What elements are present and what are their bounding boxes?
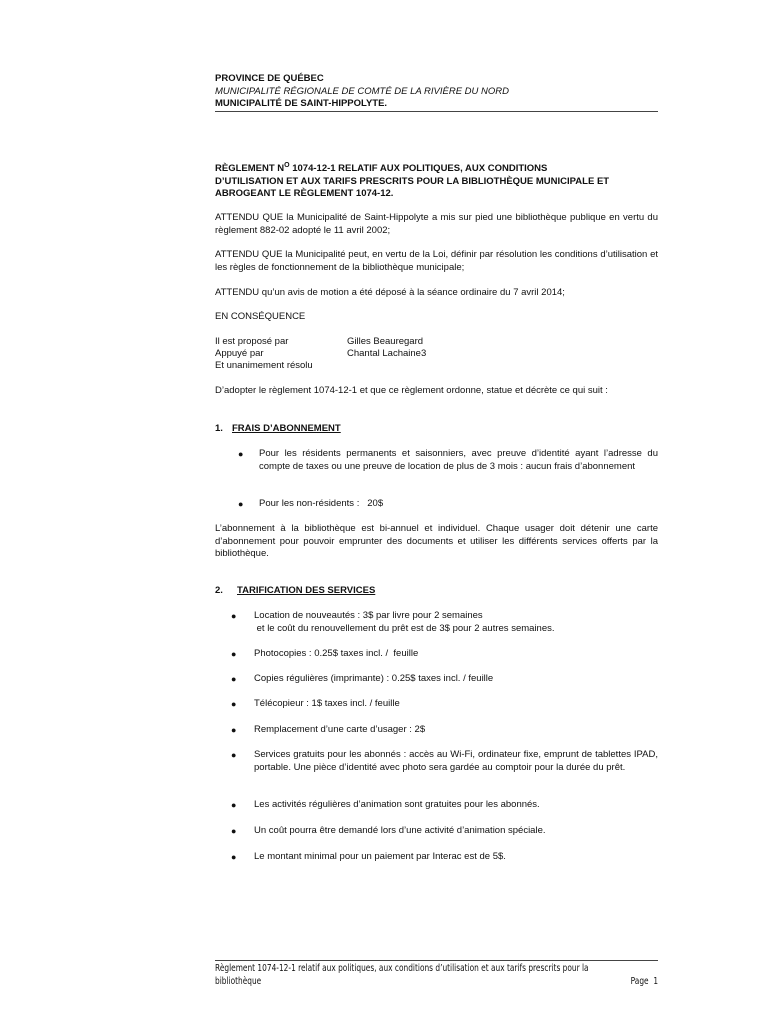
- consequence-heading: EN CONSÉQUENCE: [215, 311, 306, 322]
- list-item-text: Services gratuits pour les abonnés : accès au Wi-Fi, ordinateur fixe, emprunt de tablettes IPAD, portable. Une pièce d’identité avec photo sera gardée au comptoir pour la durée du prêt.: [254, 749, 658, 773]
- page-footer: [215, 963, 658, 988]
- list-item-text: Les activités régulières d’animation sont gratuites pour les abonnés.: [254, 799, 540, 810]
- list-item-text: Pour les résidents permanents et saisonniers, avec preuve d’identité ayant l’adresse du compte de taxes ou une preuve de location de plus de 3 mois : aucun frais d’abonnement: [259, 448, 658, 472]
- header-mrc: MUNICIPALITÉ RÉGIONALE DE COMTÉ DE LA RIVIÈRE DU NORD: [215, 85, 510, 97]
- bullet-icon: ●: [231, 800, 237, 810]
- bullet-icon: ●: [238, 449, 244, 459]
- bullet-icon: ●: [231, 674, 237, 684]
- section-1-number: 1.: [215, 423, 223, 434]
- bullet-icon: ●: [231, 826, 237, 836]
- bullet-icon: ●: [231, 611, 237, 621]
- proposed-label: Il est proposé par: [215, 336, 289, 347]
- attendu-paragraph-3: ATTENDU qu’un avis de motion a été déposé à la séance ordinaire du 7 avril 2014;: [215, 287, 565, 298]
- footer-line2: bibliothèque: [215, 975, 262, 987]
- attendu-paragraph-1: ATTENDU QUE la Municipalité de Saint-Hippolyte a mis sur pied une bibliothèque publique en vertu du règlement 882-02 adopté le 11 avril 2002;: [215, 212, 658, 236]
- section-2-title: TARIFICATION DES SERVICES: [237, 585, 376, 596]
- attendu-paragraph-2: ATTENDU QUE la Municipalité peut, en vertu de la Loi, définir par résolution les conditions d’utilisation et les règles de fonctionnement de la bibliothèque municipale;: [215, 249, 658, 273]
- title-sup: O: [284, 162, 290, 169]
- header-municipality: MUNICIPALITÉ DE SAINT-HIPPOLYTE.: [215, 98, 388, 109]
- list-item-line: Location de nouveautés : 3$ par livre pour 2 semaines: [254, 610, 483, 621]
- seconded-label: Appuyé par: [215, 348, 264, 359]
- bullet-icon: ●: [238, 499, 244, 509]
- list-item-text: Le montant minimal pour un paiement par Interac est de 5$.: [254, 851, 506, 862]
- title-prefix: RÈGLEMENT N: [215, 163, 285, 175]
- title-line2: D’UTILISATION ET AUX TARIFS PRESCRITS POUR LA BIBLIOTHÈQUE MUNICIPALE ET: [215, 175, 610, 187]
- header-province: PROVINCE DE QUÉBEC: [215, 73, 324, 84]
- title-rest: 1074-12-1 RELATIF AUX POLITIQUES, AUX CONDITIONS: [289, 163, 548, 175]
- resolved-label: Et unanimement résolu: [215, 360, 313, 371]
- footer-divider: [215, 960, 658, 961]
- list-item-text: Copies régulières (imprimante) : 0.25$ taxes incl. / feuille: [254, 673, 494, 684]
- list-item-line: et le coût du renouvellement du prêt est de 3$ pour 2 autres semaines.: [254, 622, 555, 634]
- subscription-paragraph: L’abonnement à la bibliothèque est bi-annuel et individuel. Chaque usager doit détenir une carte d’abonnement pour pouvoir emprunter des documents et utiliser les différents services offerts par la bibliothèque.: [215, 523, 658, 559]
- footer-line1: Règlement 1074-12-1 relatif aux politiques, aux conditions d’utilisation et aux tarifs prescrits pour la: [215, 963, 589, 974]
- bylaw-title: [215, 160, 658, 201]
- document-header: [215, 73, 658, 111]
- proposed-value: Gilles Beauregard: [347, 336, 424, 347]
- list-item-text: Un coût pourra être demandé lors d’une activité d’animation spéciale.: [254, 825, 546, 836]
- section-1-title: FRAIS D’ABONNEMENT: [232, 423, 341, 434]
- bullet-icon: ●: [231, 852, 237, 862]
- page-number: Page 1: [630, 975, 659, 987]
- list-item-text: Pour les non-résidents : 20$: [259, 498, 384, 509]
- adopt-paragraph: D’adopter le règlement 1074-12-1 et que ce règlement ordonne, statue et décrète ce qui suit :: [215, 385, 608, 396]
- bullet-icon: ●: [231, 699, 237, 709]
- list-item-text: Photocopies : 0.25$ taxes incl. / feuille: [254, 648, 419, 659]
- list-item-text: [254, 610, 658, 635]
- list-item-text: Remplacement d’une carte d’usager : 2$: [254, 724, 426, 735]
- bullet-icon: ●: [231, 750, 237, 760]
- section-2-number: 2.: [215, 585, 223, 596]
- header-divider: [215, 111, 658, 112]
- bullet-icon: ●: [231, 649, 237, 659]
- seconded-value: Chantal Lachaine3: [347, 348, 427, 359]
- bullet-icon: ●: [231, 725, 237, 735]
- list-item-text: Télécopieur : 1$ taxes incl. / feuille: [254, 698, 400, 709]
- title-line3: ABROGEANT LE RÈGLEMENT 1074-12.: [215, 188, 394, 200]
- footer-line2-row: [215, 976, 658, 989]
